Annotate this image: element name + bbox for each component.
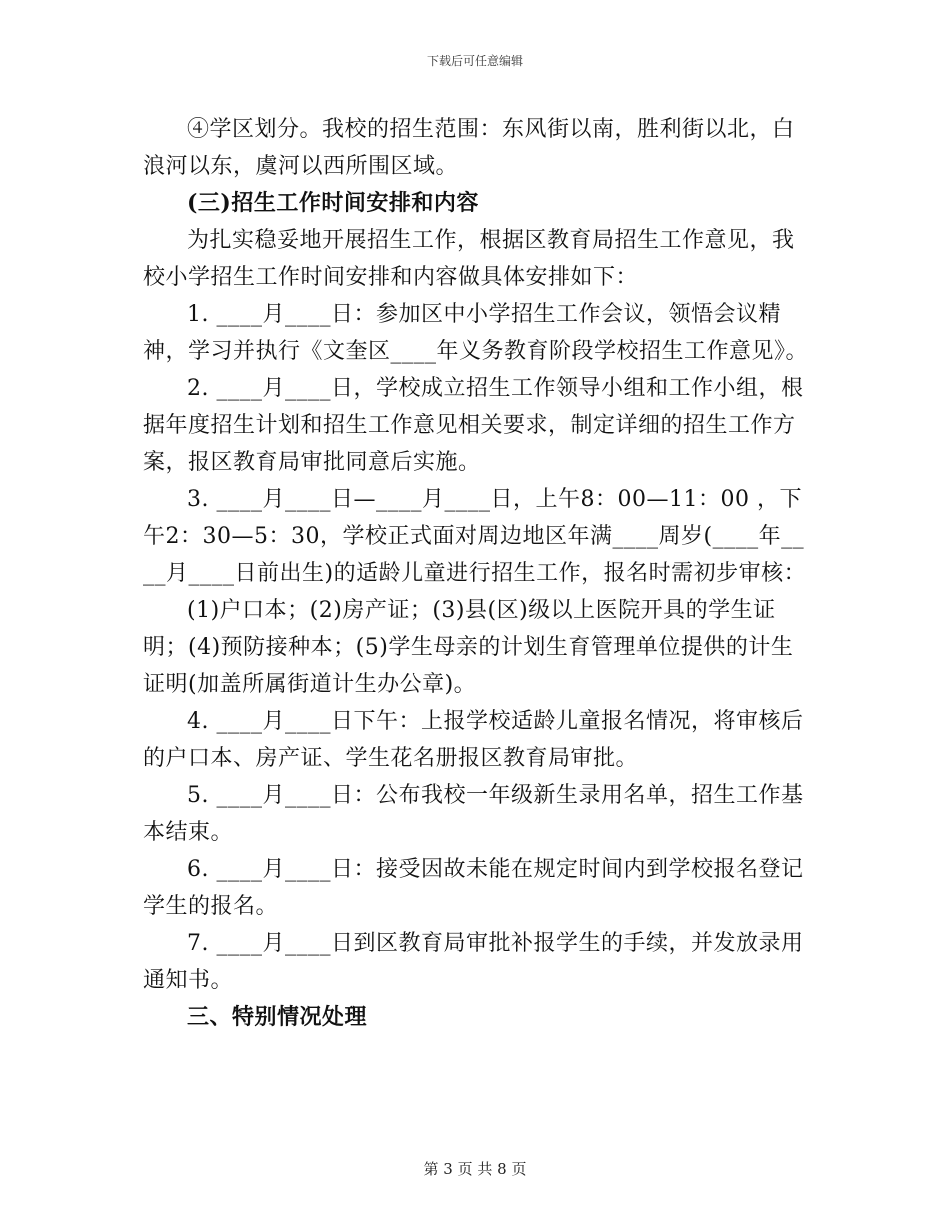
paragraph-schedule-intro: 为扎实稳妥地开展招生工作，根据区教育局招生工作意见，我校小学招生工作时间安排和内容做具体安排如下：	[143, 228, 795, 290]
section-heading-schedule: (三)招生工作时间安排和内容	[187, 190, 479, 216]
page-header-note: 下载后可任意编辑	[426, 54, 523, 68]
paragraph-required-documents: (1)户口本；(2)房产证；(3)县(区)级以上医院开具的学生证明；(4)预防接种本；(5)学生母亲的计划生育管理单位提供的计生证明(加盖所属街道计生办公章)。	[143, 598, 794, 697]
section-heading-special-cases: 三、特别情况处理	[187, 1004, 368, 1030]
paragraph-item-7: 7. ____月____日到区教育局审批补报学生的手续，并发放录用通知书。	[143, 931, 804, 993]
paragraph-item-4: 4. ____月____日下午：上报学校适龄儿童报名情况，将审核后的户口本、房产证、学生花名册报区教育局审批。	[143, 709, 804, 771]
paragraph-item-3: 3. ____月____日—____月____日，上午8：00—11：00 ，下午2：30—5：30，学校正式面对周边地区年满____周岁(____年____月____日前出生)的适龄儿童进行招生工作，报名时需初步审核：	[143, 487, 807, 586]
paragraph-item-5: 5. ____月____日：公布我校一年级新生录用名单，招生工作基本结束。	[143, 783, 804, 845]
paragraph-school-district: ④学区划分。我校的招生范围：东风街以南，胜利街以北，白浪河以东，虞河以西所围区域。	[143, 117, 795, 179]
document-body	[143, 111, 813, 1036]
paragraph-item-6: 6. ____月____日：接受因故未能在规定时间内到学校报名登记学生的报名。	[143, 857, 804, 919]
paragraph-item-1: 1. ____月____日：参加区中小学招生工作会议，领悟会议精神，学习并执行《文奎区____年义务教育阶段学校招生工作意见》。	[143, 302, 809, 364]
paragraph-item-2: 2. ____月____日，学校成立招生工作领导小组和工作小组，根据年度招生计划和招生工作意见相关要求，制定详细的招生工作方案，报区教育局审批同意后实施。	[143, 376, 804, 475]
page-number-footer: 第 3 页 共 8 页	[423, 1160, 527, 1178]
